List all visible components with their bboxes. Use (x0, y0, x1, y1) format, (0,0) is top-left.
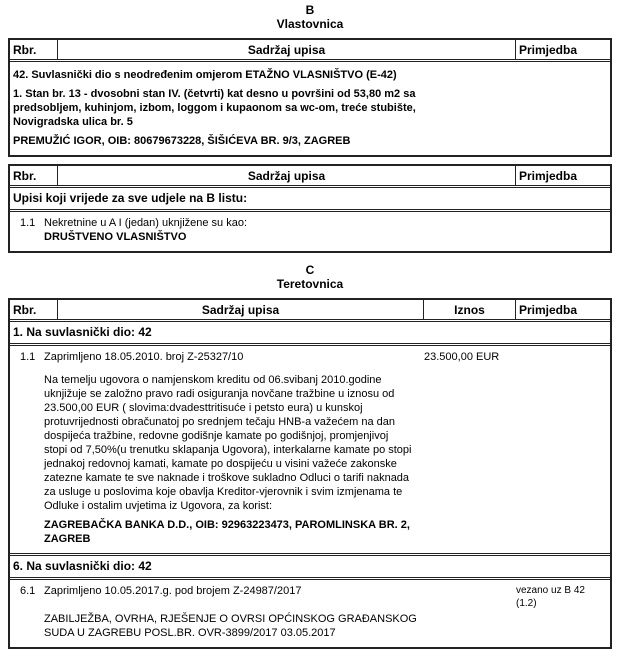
amount-value (423, 584, 516, 640)
received-line: Zaprimljeno 10.05.2017.g. pod brojem Z-24987/2017 (44, 585, 302, 597)
enforcement-body-text: ZABILJEŽBA, OVRHA, RJEŠENJE O OVRSI OPĆINSKOG GRAĐANSKOG SUDA U ZAGREBU POSL.BR. OVR-3899/2017 03.05.2017 (44, 613, 417, 639)
entry-number: 6.1 (20, 585, 36, 597)
flat-description-text: 1. Stan br. 13 - dvosobni stan IV. (četvrti) kat desno u površini od 53,80 m2 sa predsobljem, kuhinjom, izbom, loggom i kupaonom sa wc-om, treće stubište, Novigradska ulica br. 5 (13, 88, 416, 128)
entry-content (44, 216, 516, 244)
entry-line-2: DRUŠTVENO VLASNIŠTVO (44, 231, 187, 243)
burden-table-header (10, 300, 610, 322)
column-header-sadrzaj-upisa: Sadržaj upisa (247, 43, 326, 57)
ownership-table-header (10, 40, 610, 62)
amount-value: 23.500,00 EUR (424, 351, 500, 363)
column-header-rbr: Rbr. (10, 40, 58, 59)
column-header-sadrzaj-upisa: Sadržaj upisa (247, 169, 326, 183)
ownership-table (8, 38, 612, 157)
entry-content (44, 350, 423, 546)
column-header-primjedba: Primjedba (515, 166, 610, 185)
entry-number: 1.1 (20, 351, 36, 363)
column-header-sadrzaj-upisa: Sadržaj upisa (201, 303, 280, 317)
entry-number: 1.1 (20, 217, 36, 229)
entry-c-1-1 (10, 346, 610, 553)
beneficiary-text: ZAGREBAČKA BANKA D.D., OIB: 92963223473, PAROMLINSKA BR. 2, ZAGREB (44, 519, 410, 545)
section-c-title: Teretovnica (276, 277, 344, 291)
entry-note (516, 350, 610, 546)
section-c-letter: C (305, 263, 315, 277)
column-header-rbr: Rbr. (10, 166, 58, 185)
co-ownership-share-text: 42. Suvlasnički dio s neodređenim omjerom ETAŽNO VLASNIŠTVO (E-42) (13, 69, 397, 81)
entry-note (516, 584, 610, 640)
entry-line-1: Nekretnine u A I (jedan) uknjižene su kao: (44, 217, 248, 229)
entry-c-6-1 (10, 580, 610, 647)
entry-b-1-1 (10, 212, 610, 251)
owner-text: PREMUŽIĆ IGOR, OIB: 80679673228, ŠIŠIĆEVA BR. 9/3, ZAGREB (13, 135, 351, 147)
burden-table (8, 298, 612, 649)
column-header-rbr: Rbr. (10, 300, 58, 319)
received-line: Zaprimljeno 18.05.2010. broj Z-25327/10 (44, 351, 244, 363)
mortgage-body-text: Na temelju ugovora o namjenskom kreditu od 06.svibanj 2010.godine uknjižuje se založno pravo radi osiguranja novčane tražbine u iznosu od 23.500,00 EUR ( slovima:dvadesttritisuće i petsto eura) u kunskoj protuvrijednosti obračunatoj po srednjem tečaju HNB-a važećem na dan dospijeća tražbine, redovne godišnje kamate po godišnjoj, promjenjivoj stopi od 7,50%(u trenutku sklapanja Ugovora), interkalarne kamate po stopi jednakoj redovnoj kamati, kamate po dospijeću u visini važeće zakonske zatezne kamate te sve naknade i troškove sukladno Odluci o tarifi naknada za usluge u poslovima koje obavlja Kreditor-vjerovnik i svim izmjenama te Odluke i ostalim uvjetima iz Ugovora, za korist: (44, 374, 412, 512)
column-header-primjedba: Primjedba (519, 303, 578, 317)
section-b-letter: B (305, 3, 315, 17)
note-line-1: vezano uz B 42 (516, 585, 585, 596)
burden-section-row-6: 6. Na suvlasnički dio: 42 (10, 553, 610, 580)
shares-table (8, 164, 612, 253)
section-b-title: Vlastovnica (276, 17, 344, 31)
entry-note (516, 216, 610, 244)
ownership-entry-cell (10, 62, 610, 155)
burden-section-row-1: 1. Na suvlasnički dio: 42 (10, 322, 610, 346)
shares-section-row: Upisi koji vrijede za sve udjele na B listu: (10, 188, 610, 212)
note-line-2: (1.2) (516, 598, 537, 609)
column-header-iznos: Iznos (423, 300, 516, 319)
column-header-primjedba: Primjedba (515, 40, 610, 59)
shares-table-header (10, 166, 610, 188)
entry-content (44, 584, 423, 640)
